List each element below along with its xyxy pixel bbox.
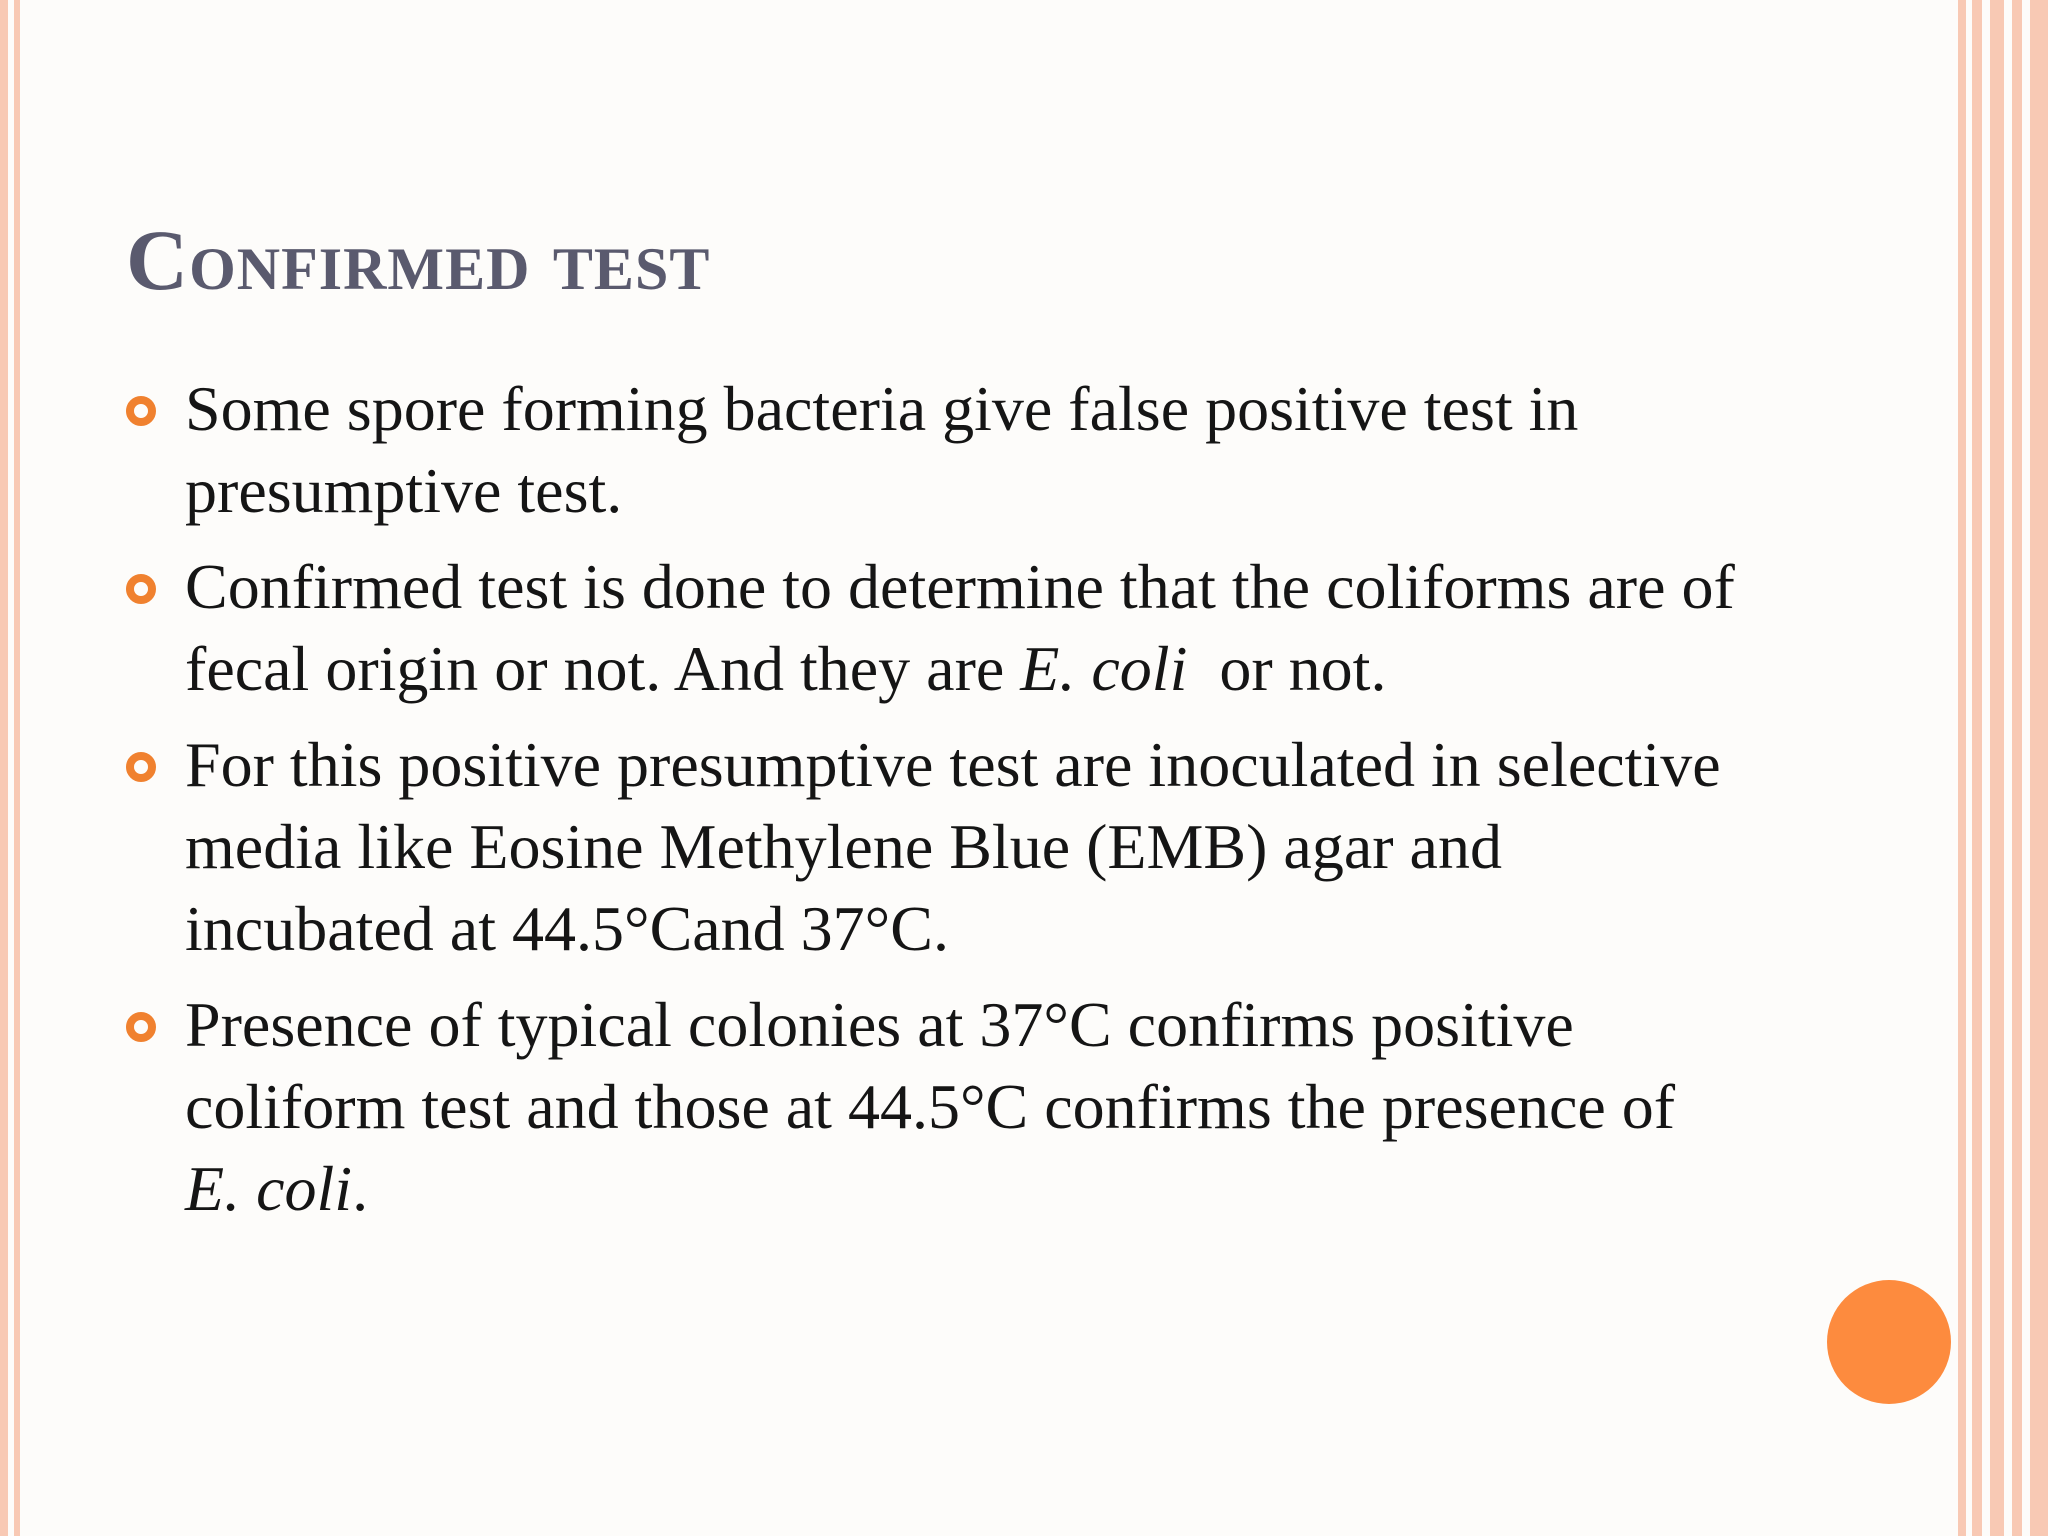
bullet-list [126, 368, 1746, 1244]
bullet-circle-icon [126, 752, 156, 782]
bullet-circle-icon [126, 396, 156, 426]
left-border-stripe [0, 0, 8, 1536]
species-name: E. coli [1020, 633, 1188, 704]
decorative-orange-circle-icon [1827, 1280, 1951, 1404]
bullet-text-end: . [352, 1153, 369, 1224]
right-border-stripe [2012, 0, 2022, 1536]
bullet-text: Confirmed test is done to determine that the coliforms are of fecal origin or not. And they are [185, 551, 1735, 704]
left-border-stripe [14, 0, 20, 1536]
bullet-item-selective-media [126, 724, 1746, 970]
right-border-stripe [1990, 0, 2004, 1536]
slide-title: Confirmed test [126, 212, 711, 308]
species-name: E. coli [185, 1153, 353, 1224]
bullet-text: For this positive presumptive test are inoculated in selective media like Eosine Methylene Blue (EMB) agar and incubated at 44.5°Cand 37°C. [185, 729, 1721, 964]
bullet-text: Presence of typical colonies at 37°C confirms positive coliform test and those at 44.5°C confirms the presence of [185, 989, 1676, 1142]
bullet-text: Some spore forming bacteria give false positive test in presumptive test. [185, 373, 1579, 526]
right-border-stripe [2030, 0, 2048, 1536]
bullet-circle-icon [126, 1012, 156, 1042]
bullet-item-confirmed-test [126, 546, 1746, 710]
bullet-item-spore-bacteria [126, 368, 1746, 532]
bullet-circle-icon [126, 574, 156, 604]
right-border-stripe [1972, 0, 1982, 1536]
right-border-stripe [1958, 0, 1966, 1536]
bullet-text-end: or not. [1187, 633, 1387, 704]
bullet-item-typical-colonies [126, 984, 1746, 1230]
